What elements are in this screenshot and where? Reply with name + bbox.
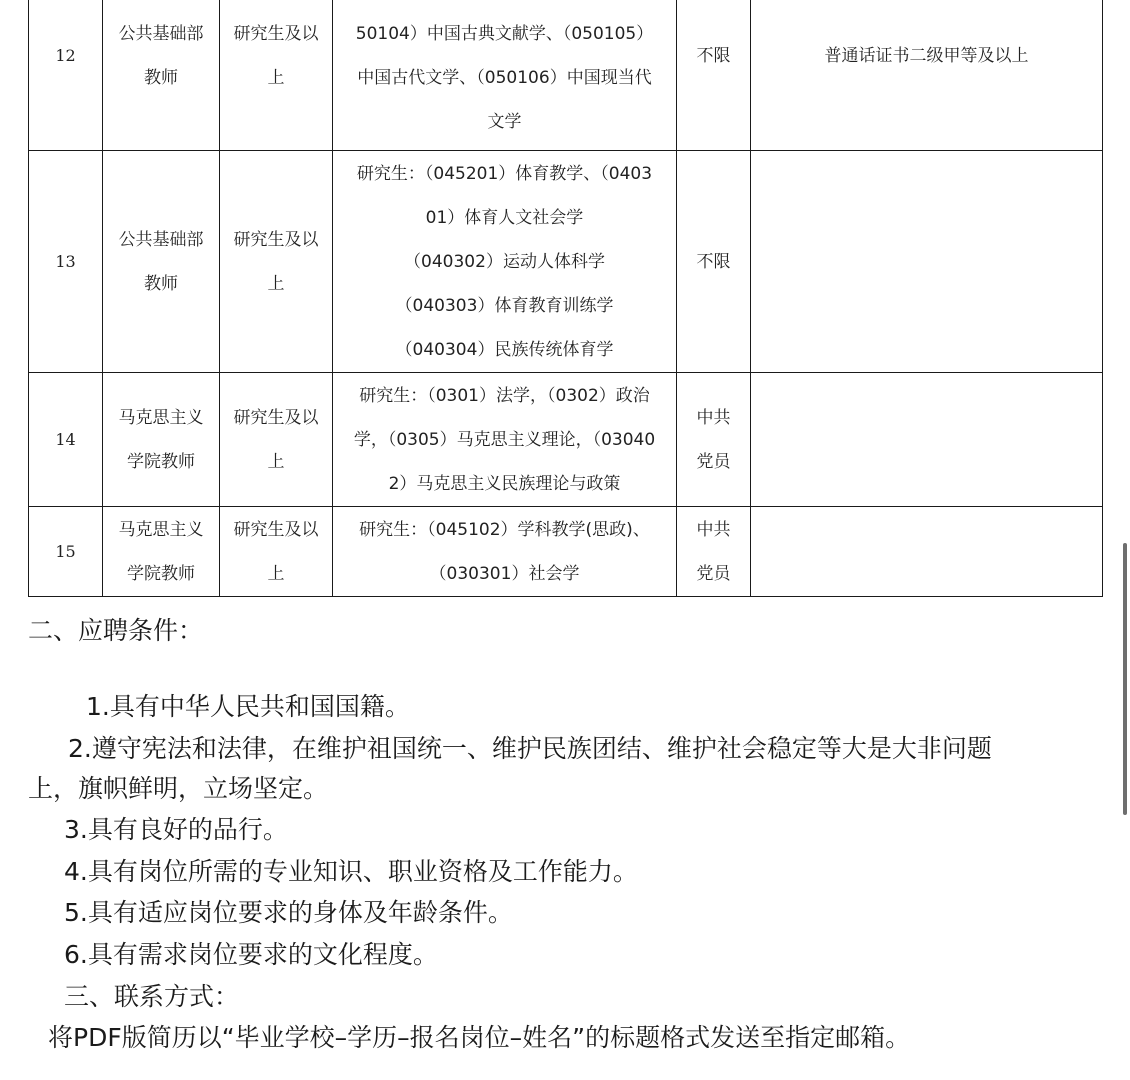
job-table: [28, 0, 1103, 597]
education-cell: 研究生及以 上: [220, 151, 333, 373]
row-number: 13: [29, 151, 103, 373]
requirement-item: 5.具有适应岗位要求的身体及年龄条件。: [64, 898, 513, 927]
table-row: [29, 0, 1103, 151]
requirement-item: 6.具有需求岗位要求的文化程度。: [64, 940, 438, 969]
row-number: 12: [29, 0, 103, 151]
requirement-item: 2.遵守宪法和法律，在维护祖国统一、维护民族团结、维护社会稳定等大是大非问题: [68, 734, 992, 763]
other-requirement-cell: [751, 373, 1103, 507]
requirement-item: 3.具有良好的品行。: [64, 815, 288, 844]
requirement-item-continuation: 上，旗帜鲜明，立场坚定。: [28, 774, 329, 803]
requirement-item: 1.具有中华人民共和国国籍。: [86, 692, 410, 721]
other-requirement-cell: 普通话证书二级甲等及以上: [751, 0, 1103, 151]
political-status-cell: 中共 党员: [677, 507, 751, 597]
table-row: [29, 373, 1103, 507]
table-row: [29, 151, 1103, 373]
major-cell: 研究生：（0301）法学，（0302）政治 学，（0305）马克思主义理论，（03040 2）马克思主义民族理论与政策: [333, 373, 677, 507]
department-cell: 马克思主义 学院教师: [103, 373, 220, 507]
education-cell: 研究生及以 上: [220, 507, 333, 597]
political-status-cell: 中共 党员: [677, 373, 751, 507]
major-cell: 50104）中国古典文献学、（050105） 中国古代文学、（050106）中国现当代 文学: [333, 0, 677, 151]
department-cell: 公共基础部 教师: [103, 151, 220, 373]
vertical-scrollbar[interactable]: [1123, 543, 1127, 815]
education-cell: 研究生及以 上: [220, 373, 333, 507]
political-status-cell: 不限: [677, 151, 751, 373]
row-number: 14: [29, 373, 103, 507]
department-cell: 马克思主义 学院教师: [103, 507, 220, 597]
contact-instructions: 将PDF版简历以“毕业学校–学历–报名岗位–姓名”的标题格式发送至指定邮箱。: [48, 1023, 911, 1052]
other-requirement-cell: [751, 151, 1103, 373]
row-number: 15: [29, 507, 103, 597]
major-cell: 研究生：（045102）学科教学(思政)、 （030301）社会学: [333, 507, 677, 597]
major-cell: 研究生：（045201）体育教学、（0403 01）体育人文社会学 （040302）运动人体科学 （040303）体育教育训练学 （040304）民族传统体育学: [333, 151, 677, 373]
section-heading-contact: 三、联系方式：: [64, 982, 240, 1011]
political-status-cell: 不限: [677, 0, 751, 151]
department-cell: 公共基础部 教师: [103, 0, 220, 151]
table-row: [29, 507, 1103, 597]
other-requirement-cell: [751, 507, 1103, 597]
section-heading-requirements: 二、应聘条件：: [28, 616, 204, 645]
requirement-item: 4.具有岗位所需的专业知识、职业资格及工作能力。: [64, 857, 638, 886]
education-cell: 研究生及以 上: [220, 0, 333, 151]
